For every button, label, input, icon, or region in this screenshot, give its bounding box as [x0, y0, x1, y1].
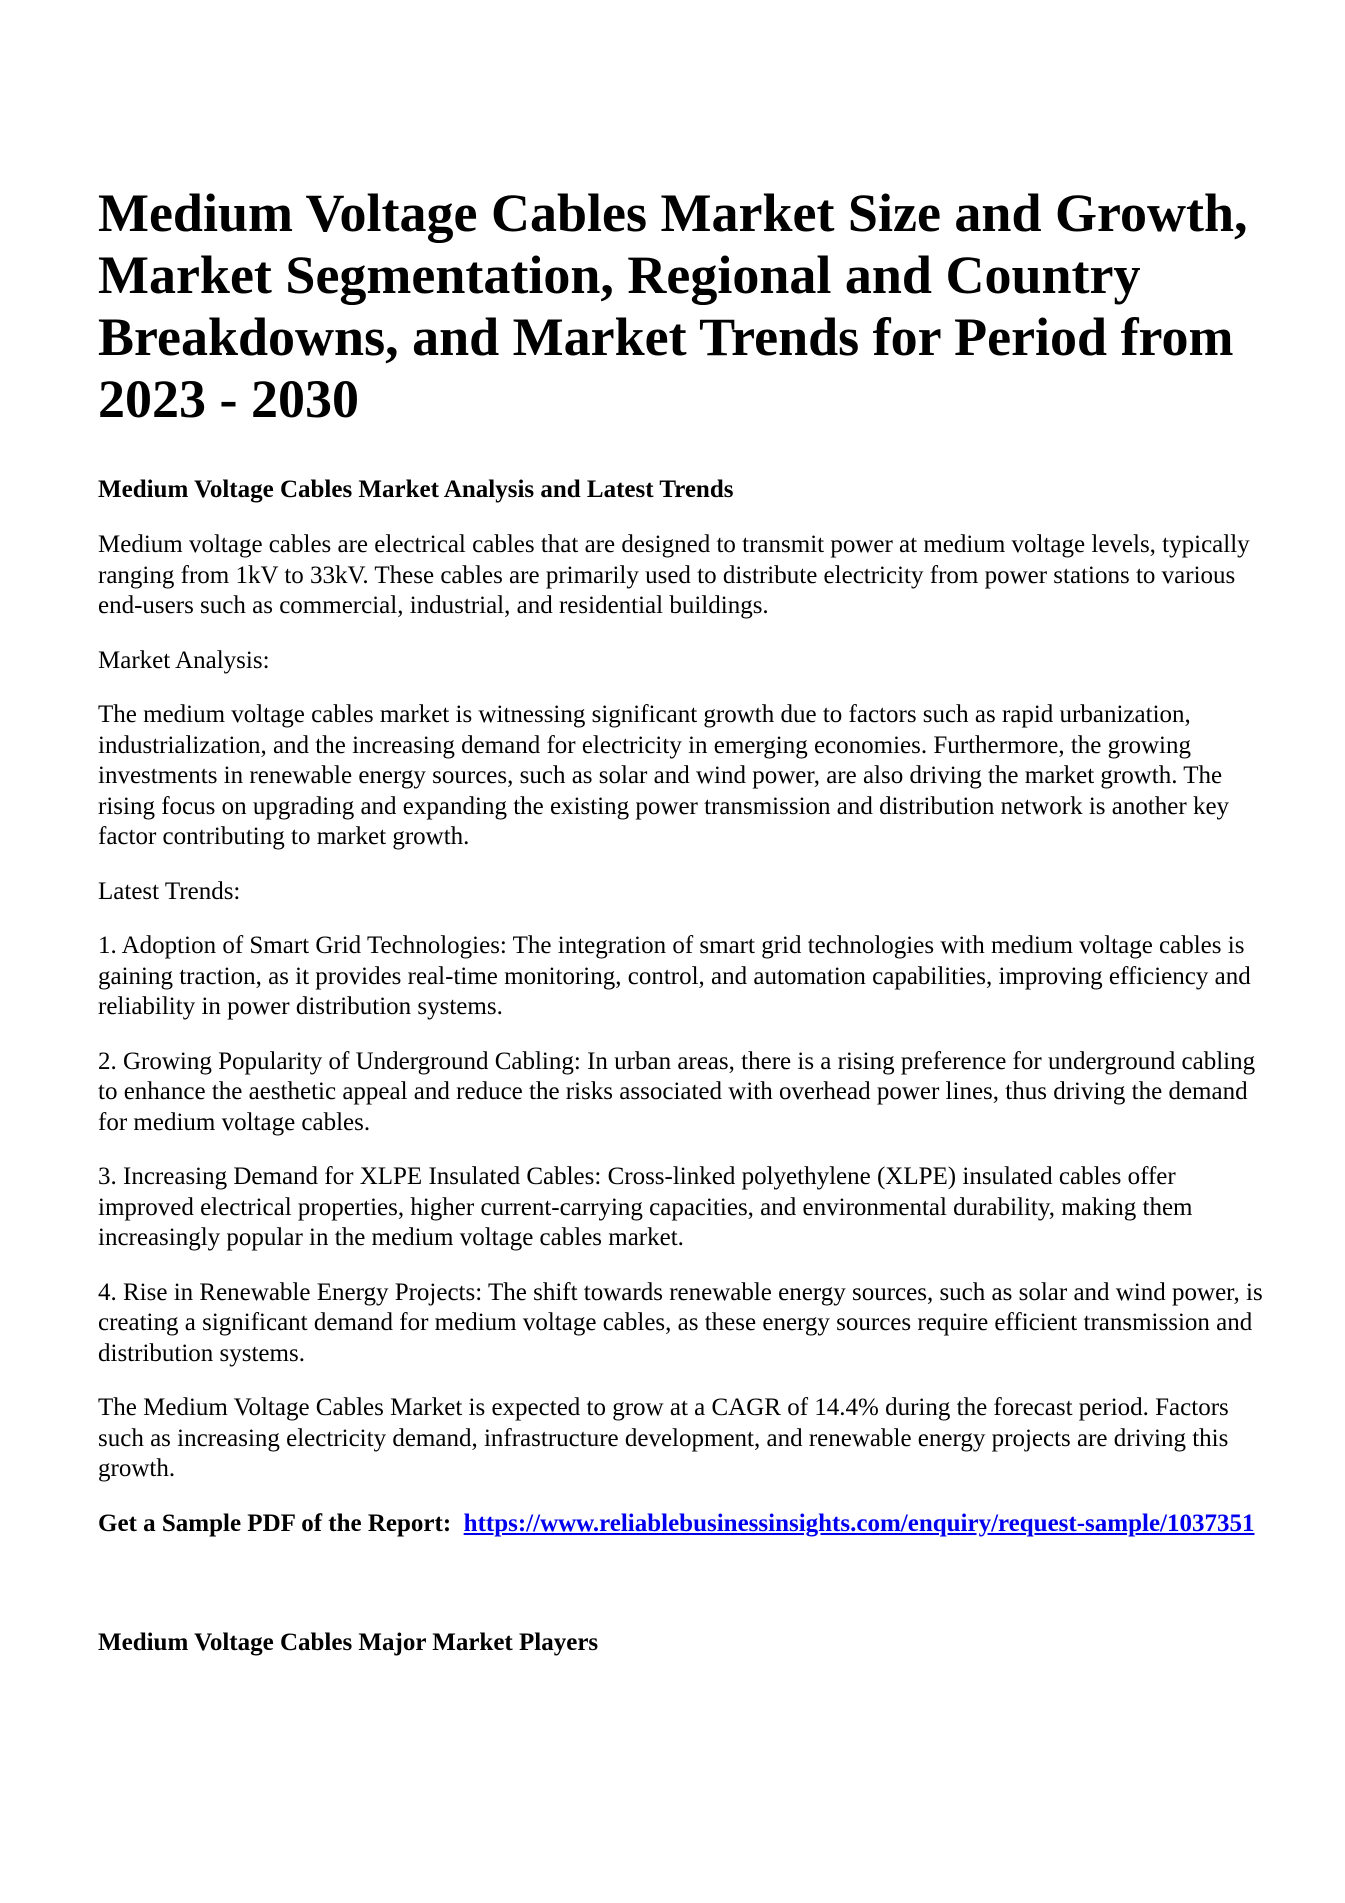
market-analysis-paragraph: The medium voltage cables market is witnessing significant growth due to factors such as rapid urbanization, industrialization, and the increasing demand for electricity in emerging economies. Furthermore, the growing investments in renewable energy sources, such as solar and wind power, are also driving the market growth. The rising focus on upgrading and expanding the existing power transmission and distribution network is another key factor contributing to market growth. — [98, 701, 1230, 850]
intro-paragraph: Medium voltage cables are electrical cables that are designed to transmit power at medium voltage levels, typically ranging from 1kV to 33kV. These cables are primarily used to distribute electricity from power stations to various end-users such as commercial, industrial, and residential buildings. — [98, 531, 1250, 619]
cagr-paragraph: The Medium Voltage Cables Market is expected to grow at a CAGR of 14.4% during the forecast period. Factors such as increasing electricity demand, infrastructure development, and renewable energy projects are driving this growth. — [98, 1394, 1229, 1482]
market-analysis-label: Market Analysis: — [98, 646, 270, 674]
major-players-heading: Medium Voltage Cables Major Market Players — [98, 1629, 599, 1656]
document-page — [98, 182, 1268, 1659]
trend-item-4: 4. Rise in Renewable Energy Projects: The shift towards renewable energy sources, such as solar and wind power, is creating a significant demand for medium voltage cables, as these energy sources require efficient transmission and distribution systems. — [98, 1278, 1263, 1367]
trend-item-2: 2. Growing Popularity of Underground Cabling: In urban areas, there is a rising preference for underground cabling to enhance the aesthetic appeal and reduce the risks associated with overhead power lines, thus driving the demand for medium voltage cables. — [98, 1047, 1256, 1136]
page-title: Medium Voltage Cables Market Size and Growth, Market Segmentation, Regional and Country Breakdowns, and Market Trends for Period from 2023 - 2030 — [98, 183, 1248, 429]
trend-item-3: 3. Increasing Demand for XLPE Insulated Cables: Cross-linked polyethylene (XLPE) insulated cables offer improved electrical properties, higher current-carrying capacities, and environmental durability, making them increasingly popular in the medium voltage cables market. — [98, 1163, 1193, 1251]
analysis-heading: Medium Voltage Cables Market Analysis and Latest Trends — [98, 476, 734, 503]
trend-item-1: 1. Adoption of Smart Grid Technologies: The integration of smart grid technologies with medium voltage cables is gaining traction, as it provides real-time monitoring, control, and automation capabilities, improving efficiency and reliability in power distribution systems. — [98, 932, 1251, 1020]
latest-trends-label: Latest Trends: — [98, 877, 241, 905]
sample-pdf-line — [98, 1509, 1268, 1540]
sample-pdf-label: Get a Sample PDF of the Report: — [98, 1509, 452, 1537]
sample-pdf-link[interactable]: https://www.reliablebusinessinsights.com/enquiry/request-sample/1037351 — [463, 1509, 1255, 1537]
